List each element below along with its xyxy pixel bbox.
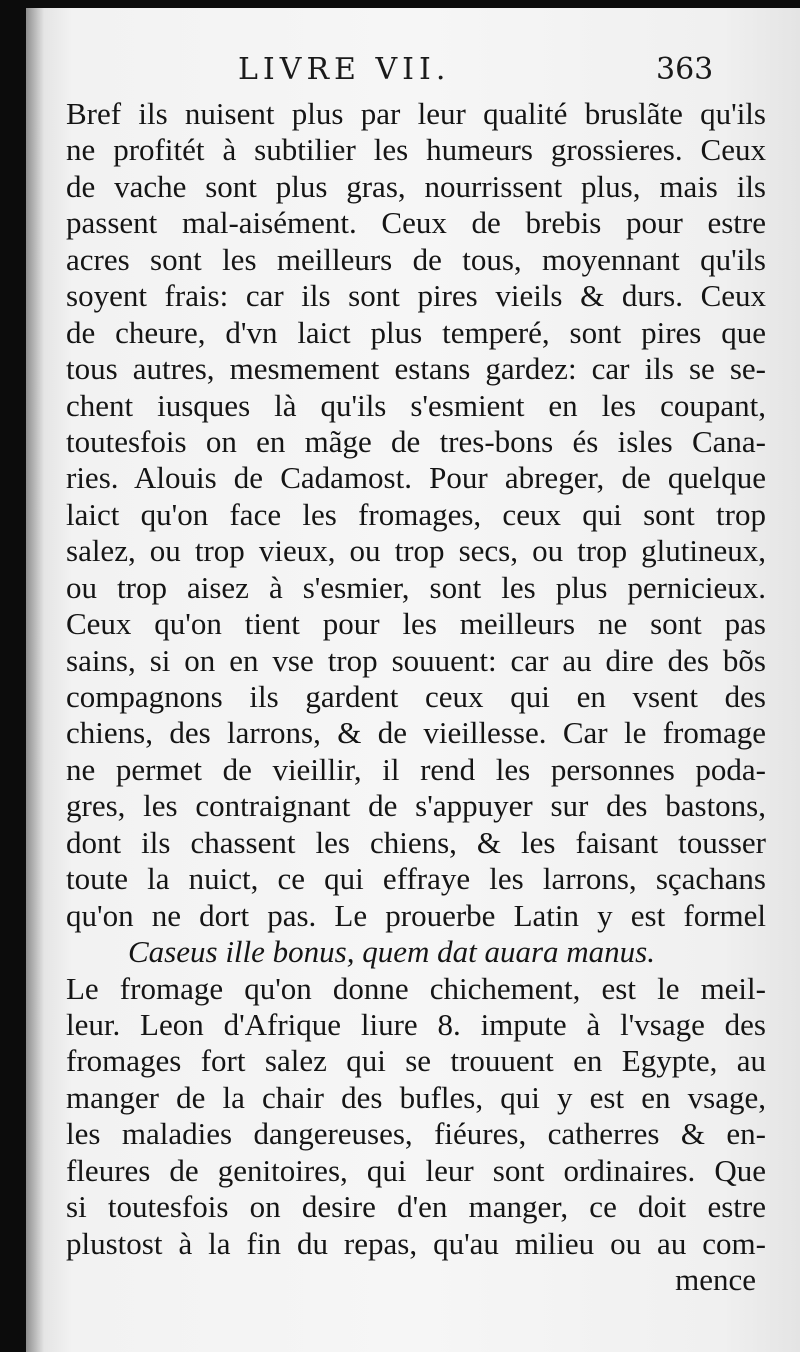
- text-line: plustost à la fin du repas, qu'au milieu ou au com-: [66, 1225, 766, 1261]
- text-line: salez, ou trop vieux, ou trop secs, ou trop glutineux,: [66, 533, 766, 569]
- text-line: si toutesfois on desire d'en manger, ce doit estre: [66, 1189, 766, 1225]
- text-line: Ceux qu'on tient pour les meilleurs ne sont pas: [66, 606, 766, 642]
- book-page: [26, 8, 800, 1352]
- latin-verse: Caseus ille bonus, quem dat auara manus.: [128, 934, 655, 970]
- text-line: toutesfois on en mãge de tres-bons és isles Cana-: [66, 423, 766, 459]
- text-line: tous autres, mesmement estans gardez: car ils se se-: [66, 351, 766, 387]
- text-line: les maladies dangereuses, fiéures, catherres & en-: [66, 1116, 766, 1152]
- text-line: chiens, des larrons, & de vieillesse. Car le fromage: [66, 715, 766, 751]
- text-line: Le fromage qu'on donne chichement, est le meil-: [66, 970, 766, 1006]
- running-title: LIVRE VII.: [238, 52, 451, 87]
- text-line: acres sont les meilleurs de tous, moyennant qu'ils: [66, 241, 766, 277]
- text-line: de cheure, d'vn laict plus temperé, sont pires que: [66, 314, 766, 350]
- text-line: de vache sont plus gras, nourrissent plus, mais ils: [66, 168, 766, 204]
- text-line: fleures de genitoires, qui leur sont ordinaires. Que: [66, 1152, 766, 1188]
- text-line: manger de la chair des bufles, qui y est en vsage,: [66, 1079, 766, 1115]
- text-line: gres, les contraignant de s'appuyer sur des bastons,: [66, 788, 766, 824]
- text-line: laict qu'on face les fromages, ceux qui sont trop: [66, 496, 766, 532]
- text-line: ne permet de vieillir, il rend les personnes poda-: [66, 751, 766, 787]
- text-line: ou trop aisez à s'esmier, sont les plus pernicieux.: [66, 569, 766, 605]
- text-line: qu'on ne dort pas. Le prouerbe Latin y est formel: [66, 897, 766, 933]
- text-line: ries. Alouis de Cadamost. Pour abreger, de quelque: [66, 460, 766, 496]
- page-number: 363: [656, 52, 714, 87]
- text-line: dont ils chassent les chiens, & les faisant tousser: [66, 824, 766, 860]
- catchword: mence: [675, 1262, 756, 1297]
- running-header: [26, 52, 800, 92]
- text-line: soyent frais: car ils sont pires vieils & durs. Ceux: [66, 278, 766, 314]
- text-line: passent mal-aisément. Ceux de brebis pour estre: [66, 205, 766, 241]
- text-line: leur. Leon d'Afrique liure 8. impute à l'vsage des: [66, 1006, 766, 1042]
- text-line: ne profitét à subtilier les humeurs grossieres. Ceux: [66, 132, 766, 168]
- body-text: [66, 96, 766, 1298]
- text-line: chent iusques là qu'ils s'esmient en les coupant,: [66, 387, 766, 423]
- text-line: compagnons ils gardent ceux qui en vsent des: [66, 679, 766, 714]
- text-line: toute la nuict, ce qui effraye les larrons, sçachans: [66, 861, 766, 897]
- text-line: sains, si on en vse trop souuent: car au dire des bõs: [66, 642, 766, 678]
- text-line: fromages fort salez qui se trouuent en Egypte, au: [66, 1043, 766, 1079]
- text-line: Bref ils nuisent plus par leur qualité bruslãte qu'ils: [66, 96, 766, 131]
